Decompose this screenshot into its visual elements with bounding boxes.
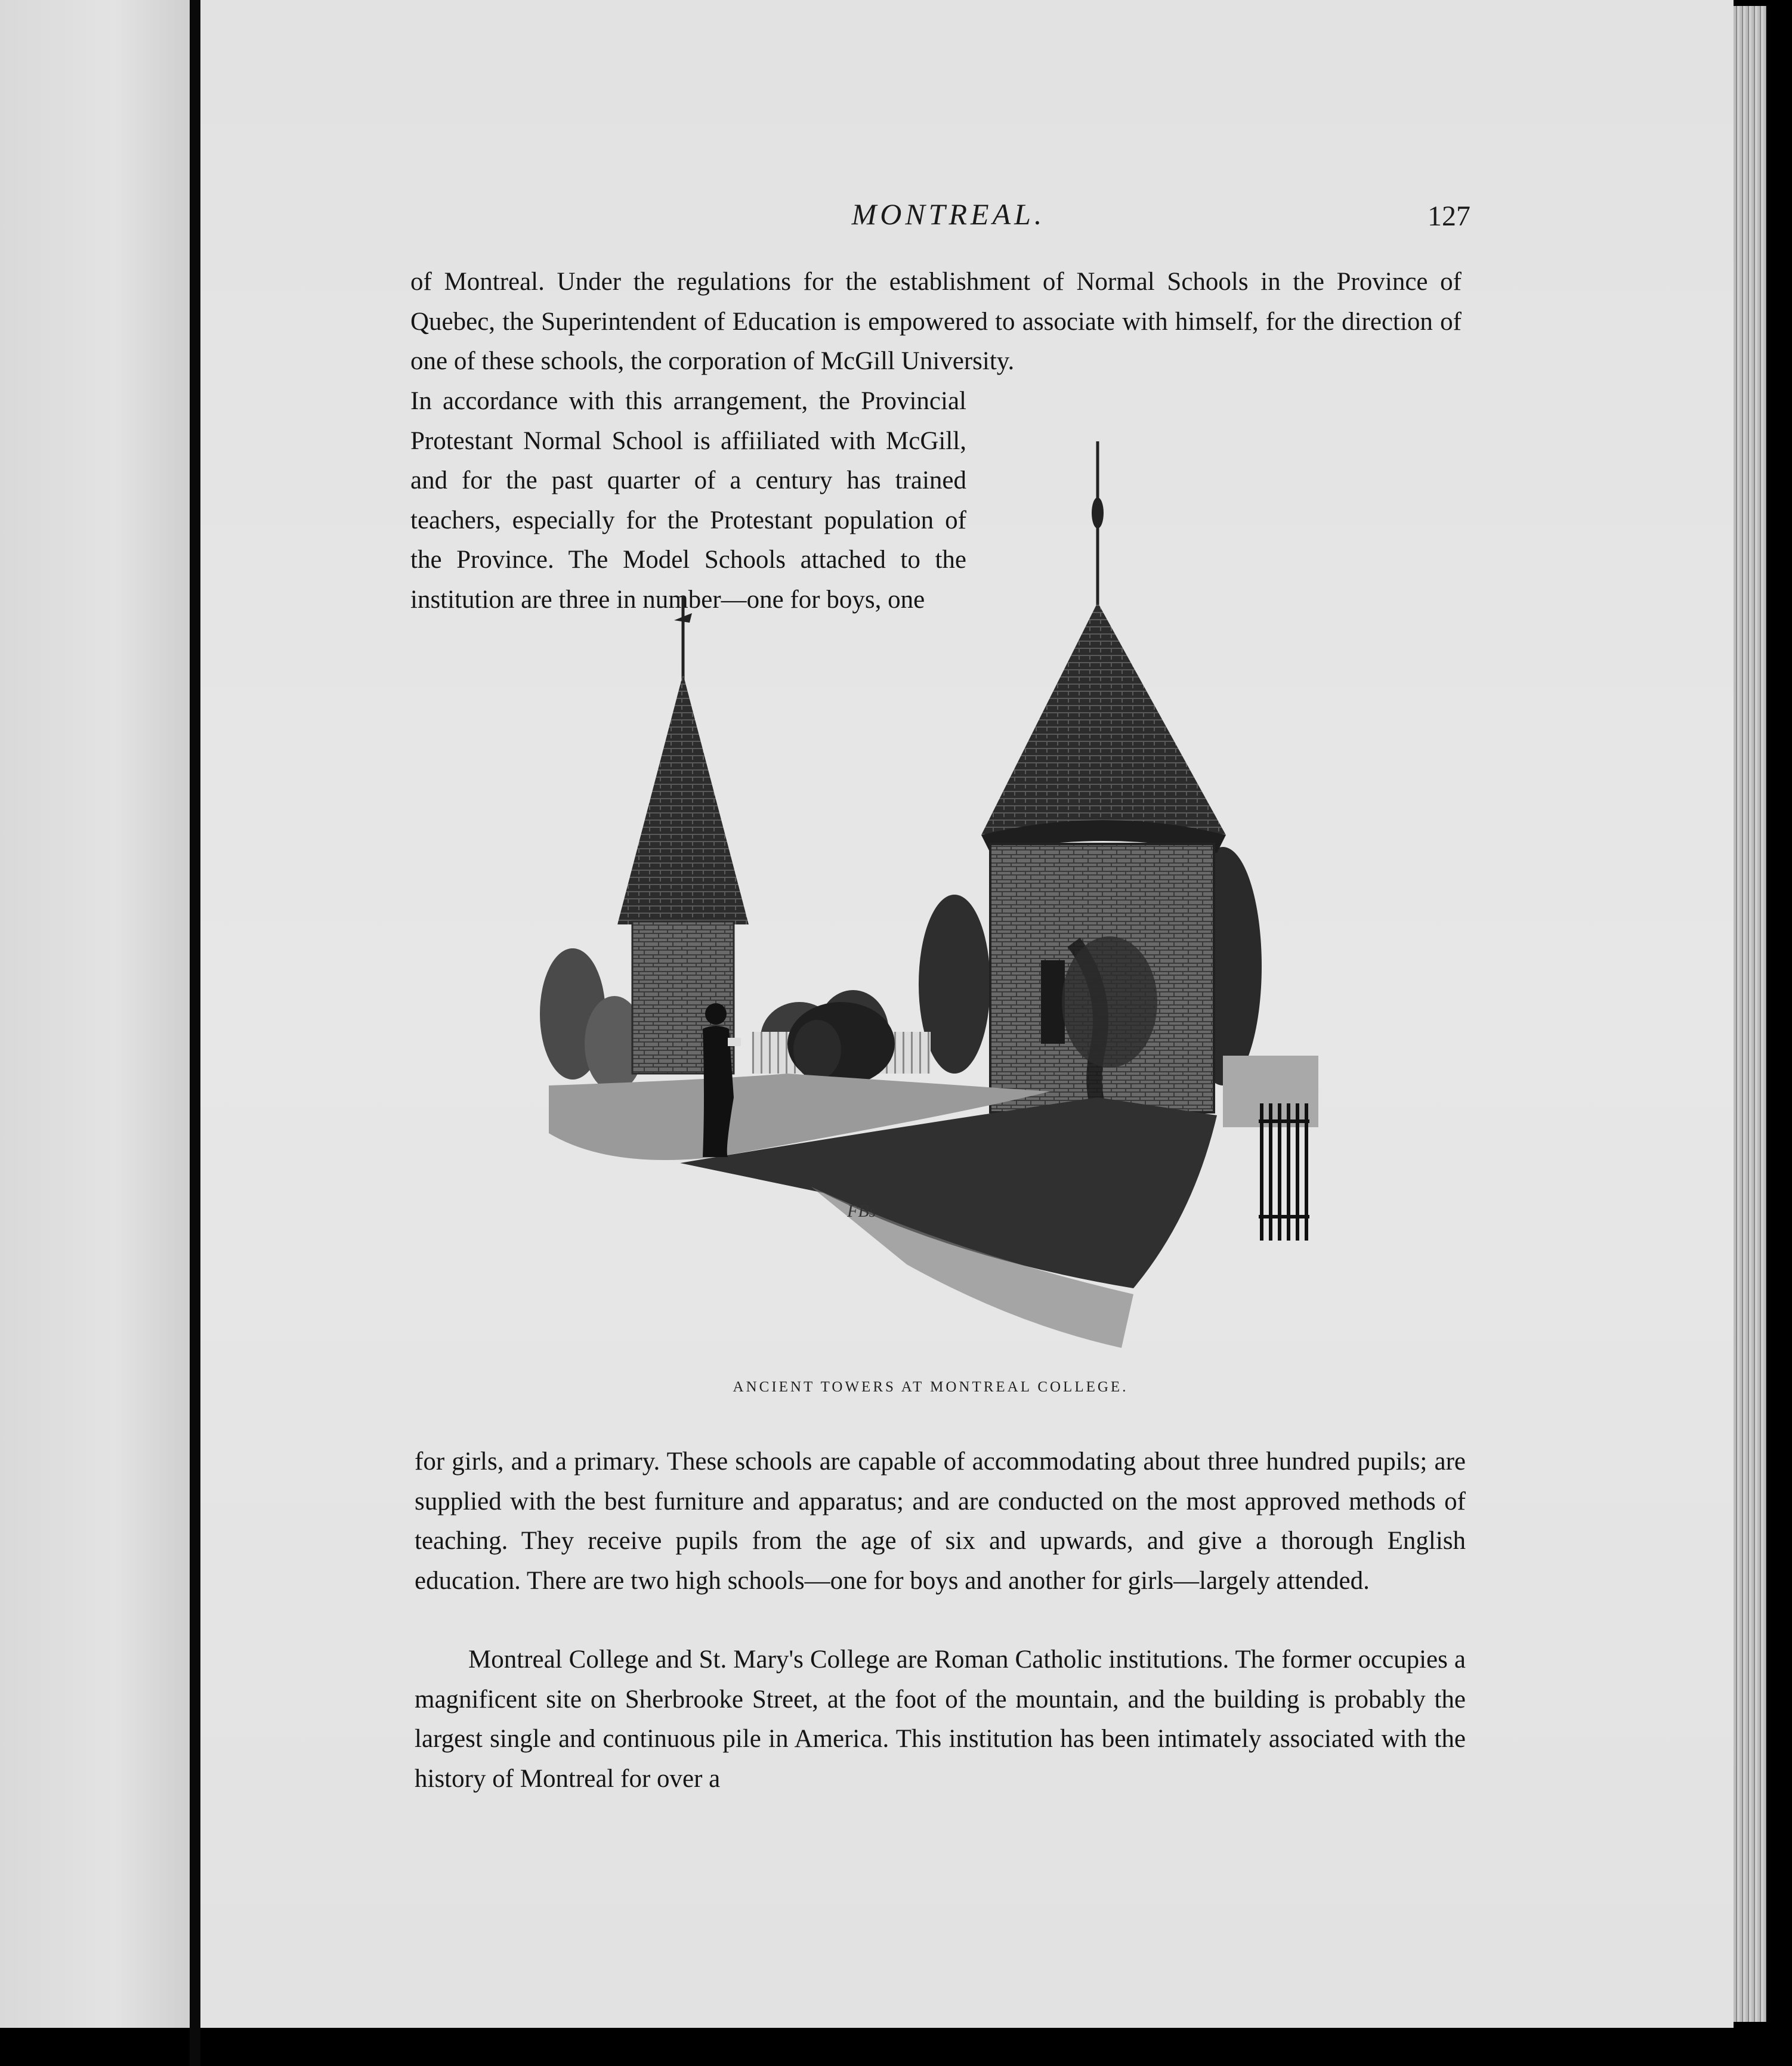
paragraph-2: for girls, and a primary. These schools are capable of accommodating about three hundred pupils; are supplied with the best furniture and apparatus; and are conducted on the most approved methods of teaching. They receive pupils from the age of six and upwards, and give a thorough English education. There are two high schools—one for boys and another for girls—largely attended. bbox=[415, 1448, 1466, 1595]
garden-path bbox=[549, 1074, 1217, 1348]
paragraph-1-full-width: of Montreal. Under the regulations for the establishment of Normal Schools in the Province of Quebec, the Superintendent of Education is empowered to associate with himself, for the direction of one of these schools, the corporation of McGill University. bbox=[410, 268, 1462, 375]
page-edges bbox=[1734, 6, 1766, 2022]
facing-page bbox=[0, 0, 190, 2028]
paragraph-3: Montreal College and St. Mary's College are Roman Catholic institutions. The former occupies a magnificent site on Sherbrooke Street, at the foot of the mountain, and the building is probably the largest single and continuous pile in America. This institution has been intimately associated with the history of Montreal for over a bbox=[415, 1646, 1466, 1793]
book-gutter bbox=[190, 0, 200, 2066]
small-tower bbox=[617, 596, 749, 1074]
ancient-towers-illustration bbox=[537, 441, 1324, 1360]
running-head: MONTREAL. bbox=[851, 197, 1046, 231]
figure-caption: ANCIENT TOWERS AT MONTREAL COLLEGE. bbox=[733, 1379, 1129, 1395]
iron-gate bbox=[1223, 1056, 1318, 1241]
large-tower bbox=[981, 441, 1226, 1139]
paragraph-1-narrow: In accordance with this arrangement, the Provincial Protestant Normal School is affiiliated with McGill, and for the past quarter of a century has trained teachers, especially for the Protestant population of the Province. The Model Schools attached to the institution are three in number—one for boys, one bbox=[410, 387, 966, 614]
artist-monogram: FBs bbox=[847, 1201, 876, 1221]
shrubs bbox=[787, 1002, 895, 1085]
page-number: 127 bbox=[1428, 200, 1470, 232]
